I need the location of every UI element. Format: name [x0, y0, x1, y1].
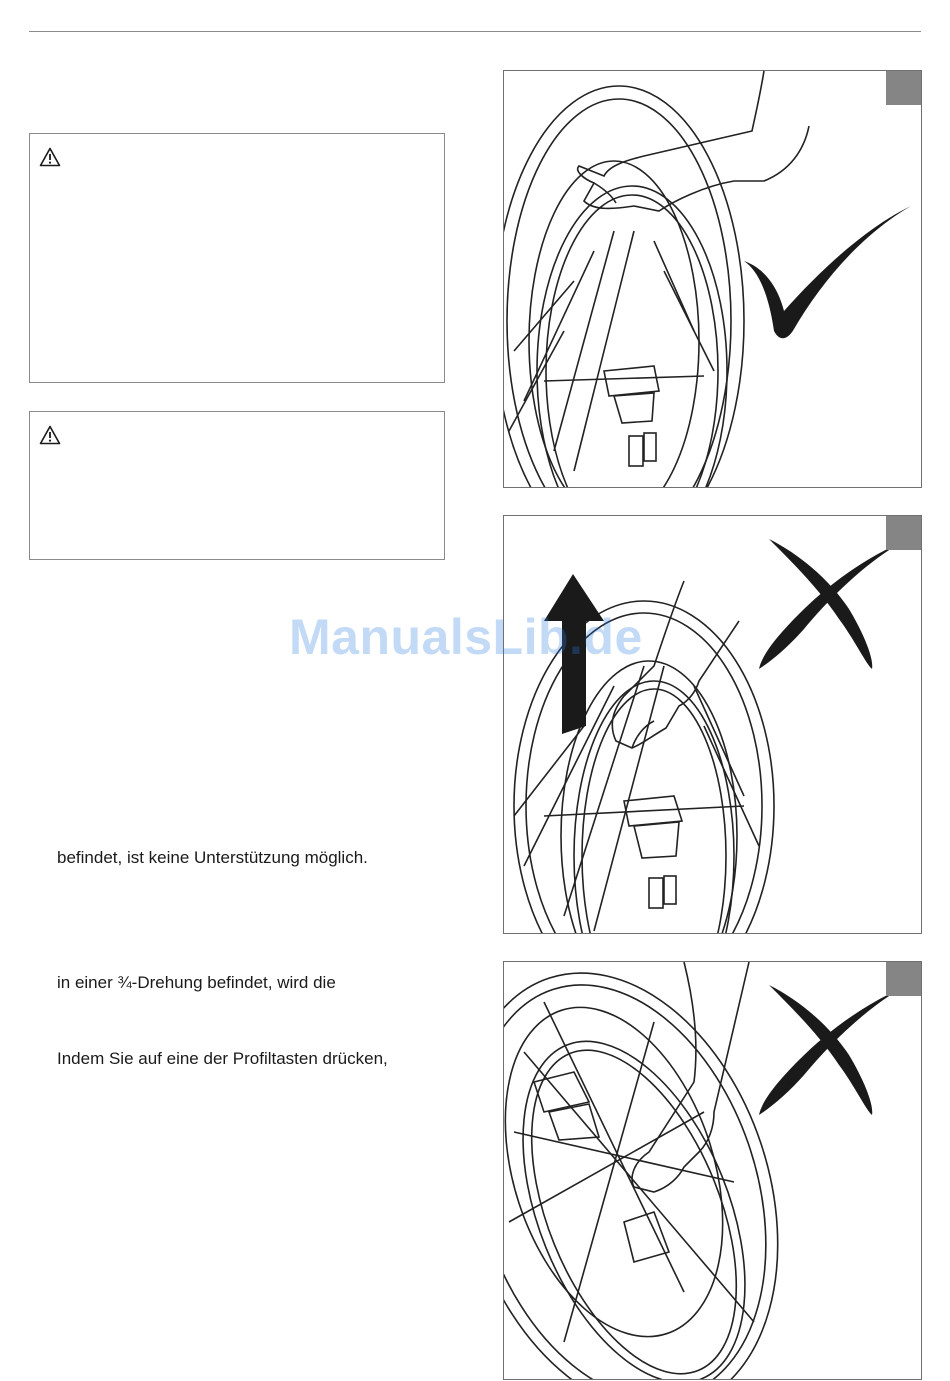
watermark: ManualsLib.de [289, 609, 643, 665]
paragraph-three-quarter-turn: in einer ¾-Drehung befindet, wird die [57, 973, 336, 992]
figure-tab-2 [886, 516, 921, 550]
cross-mark-icon [754, 534, 904, 674]
figure-tab-1 [886, 71, 921, 105]
warning-triangle-icon [39, 425, 61, 445]
figure-correct-grip [503, 70, 922, 488]
header-rule [29, 31, 921, 32]
warning-box-1 [29, 133, 445, 383]
figure-tab-3 [886, 962, 921, 996]
warning-box-2 [29, 411, 445, 560]
paragraph-no-support: befindet, ist keine Unterstützung möglich. [57, 848, 368, 867]
cross-mark-icon [754, 980, 904, 1120]
warning-triangle-icon [39, 147, 61, 167]
figure-wrong-lift [503, 515, 922, 934]
check-mark-icon [739, 201, 914, 341]
paragraph-profile-buttons: Indem Sie auf eine der Profiltasten drücken, [57, 1049, 388, 1068]
figure-wrong-grip-turned [503, 961, 922, 1380]
